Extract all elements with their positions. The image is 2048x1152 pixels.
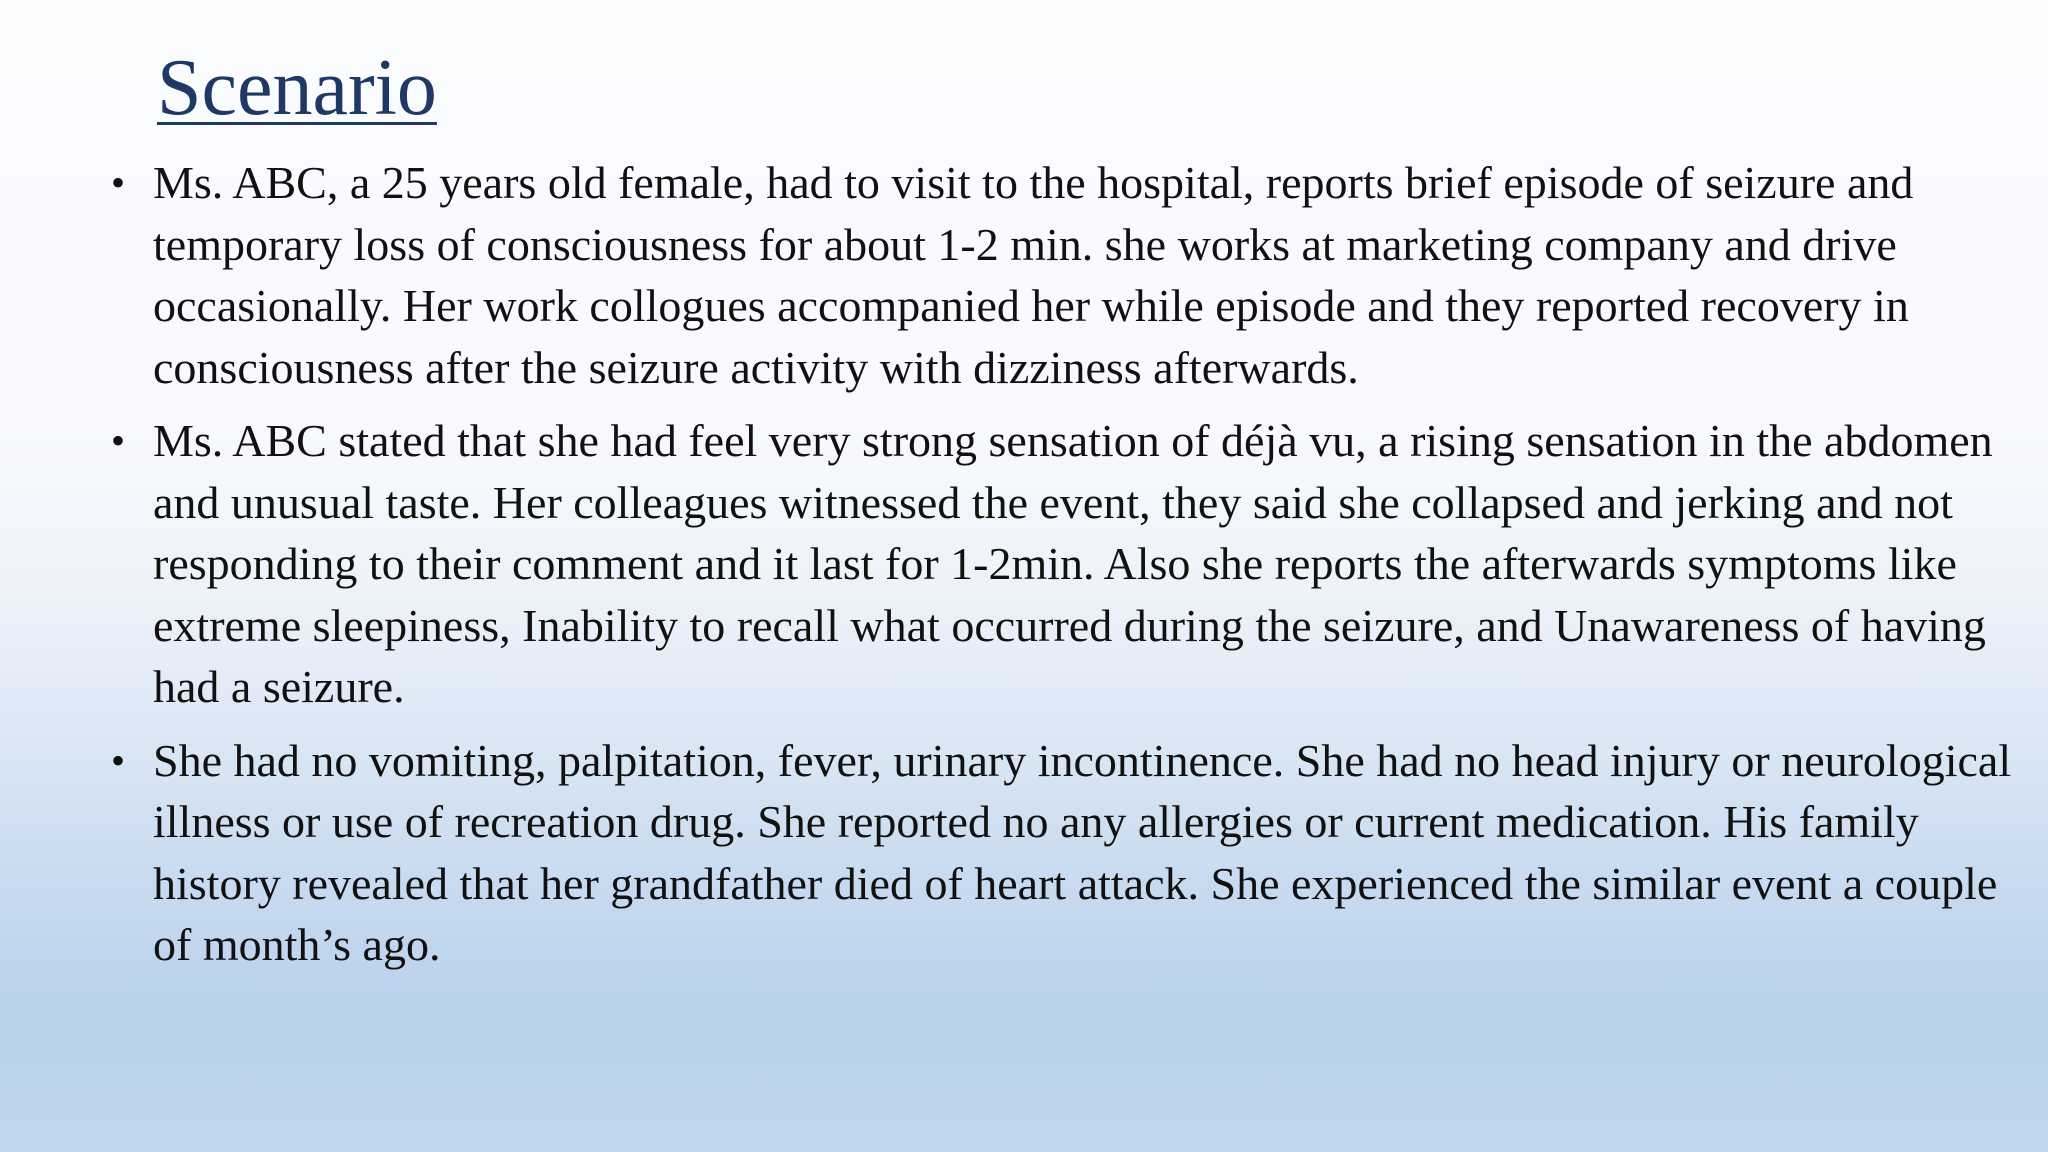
bullet-dot-icon: • [111,418,126,463]
bullet-dot-icon: • [111,737,126,783]
bullet-text: She had no vomiting, palpitation, fever, urinary incontinence. She had no head injury or neurological illness or use of recreation drug. She reported no any allergies or current medication. His family history revealed that her grandfather died of heart attack. She experienced the similar event a couple of month’s ago. [153,734,2012,970]
bullet-item [111,730,2013,976]
bullet-text: Ms. ABC stated that she had feel very strong sensation of déjà vu, a rising sensation in the abdomen and unusual taste. Her colleagues witnessed the event, they said she collapsed and jerking and not responding to their comment and it last for 1-2min. Also she reports the afterwards symptoms like extreme sleepiness, Inability to recall what occurred during the seizure, and Unawareness of having had a seizure. [153,415,1993,712]
slide-title: Scenario [157,44,437,132]
bullet-text: Ms. ABC, a 25 years old female, had to visit to the hospital, reports brief episode of seizure and temporary loss of consciousness for about 1-2 min. she works at marketing company and drive occasionally. Her work collogues accompanied her while episode and they reported recovery in consciousness after the seizure activity with dizziness afterwards. [153,157,1914,393]
bullet-dot-icon: • [111,160,126,205]
bullet-item [111,410,2013,718]
bullet-item [111,152,2013,398]
bullet-list [111,152,2013,988]
